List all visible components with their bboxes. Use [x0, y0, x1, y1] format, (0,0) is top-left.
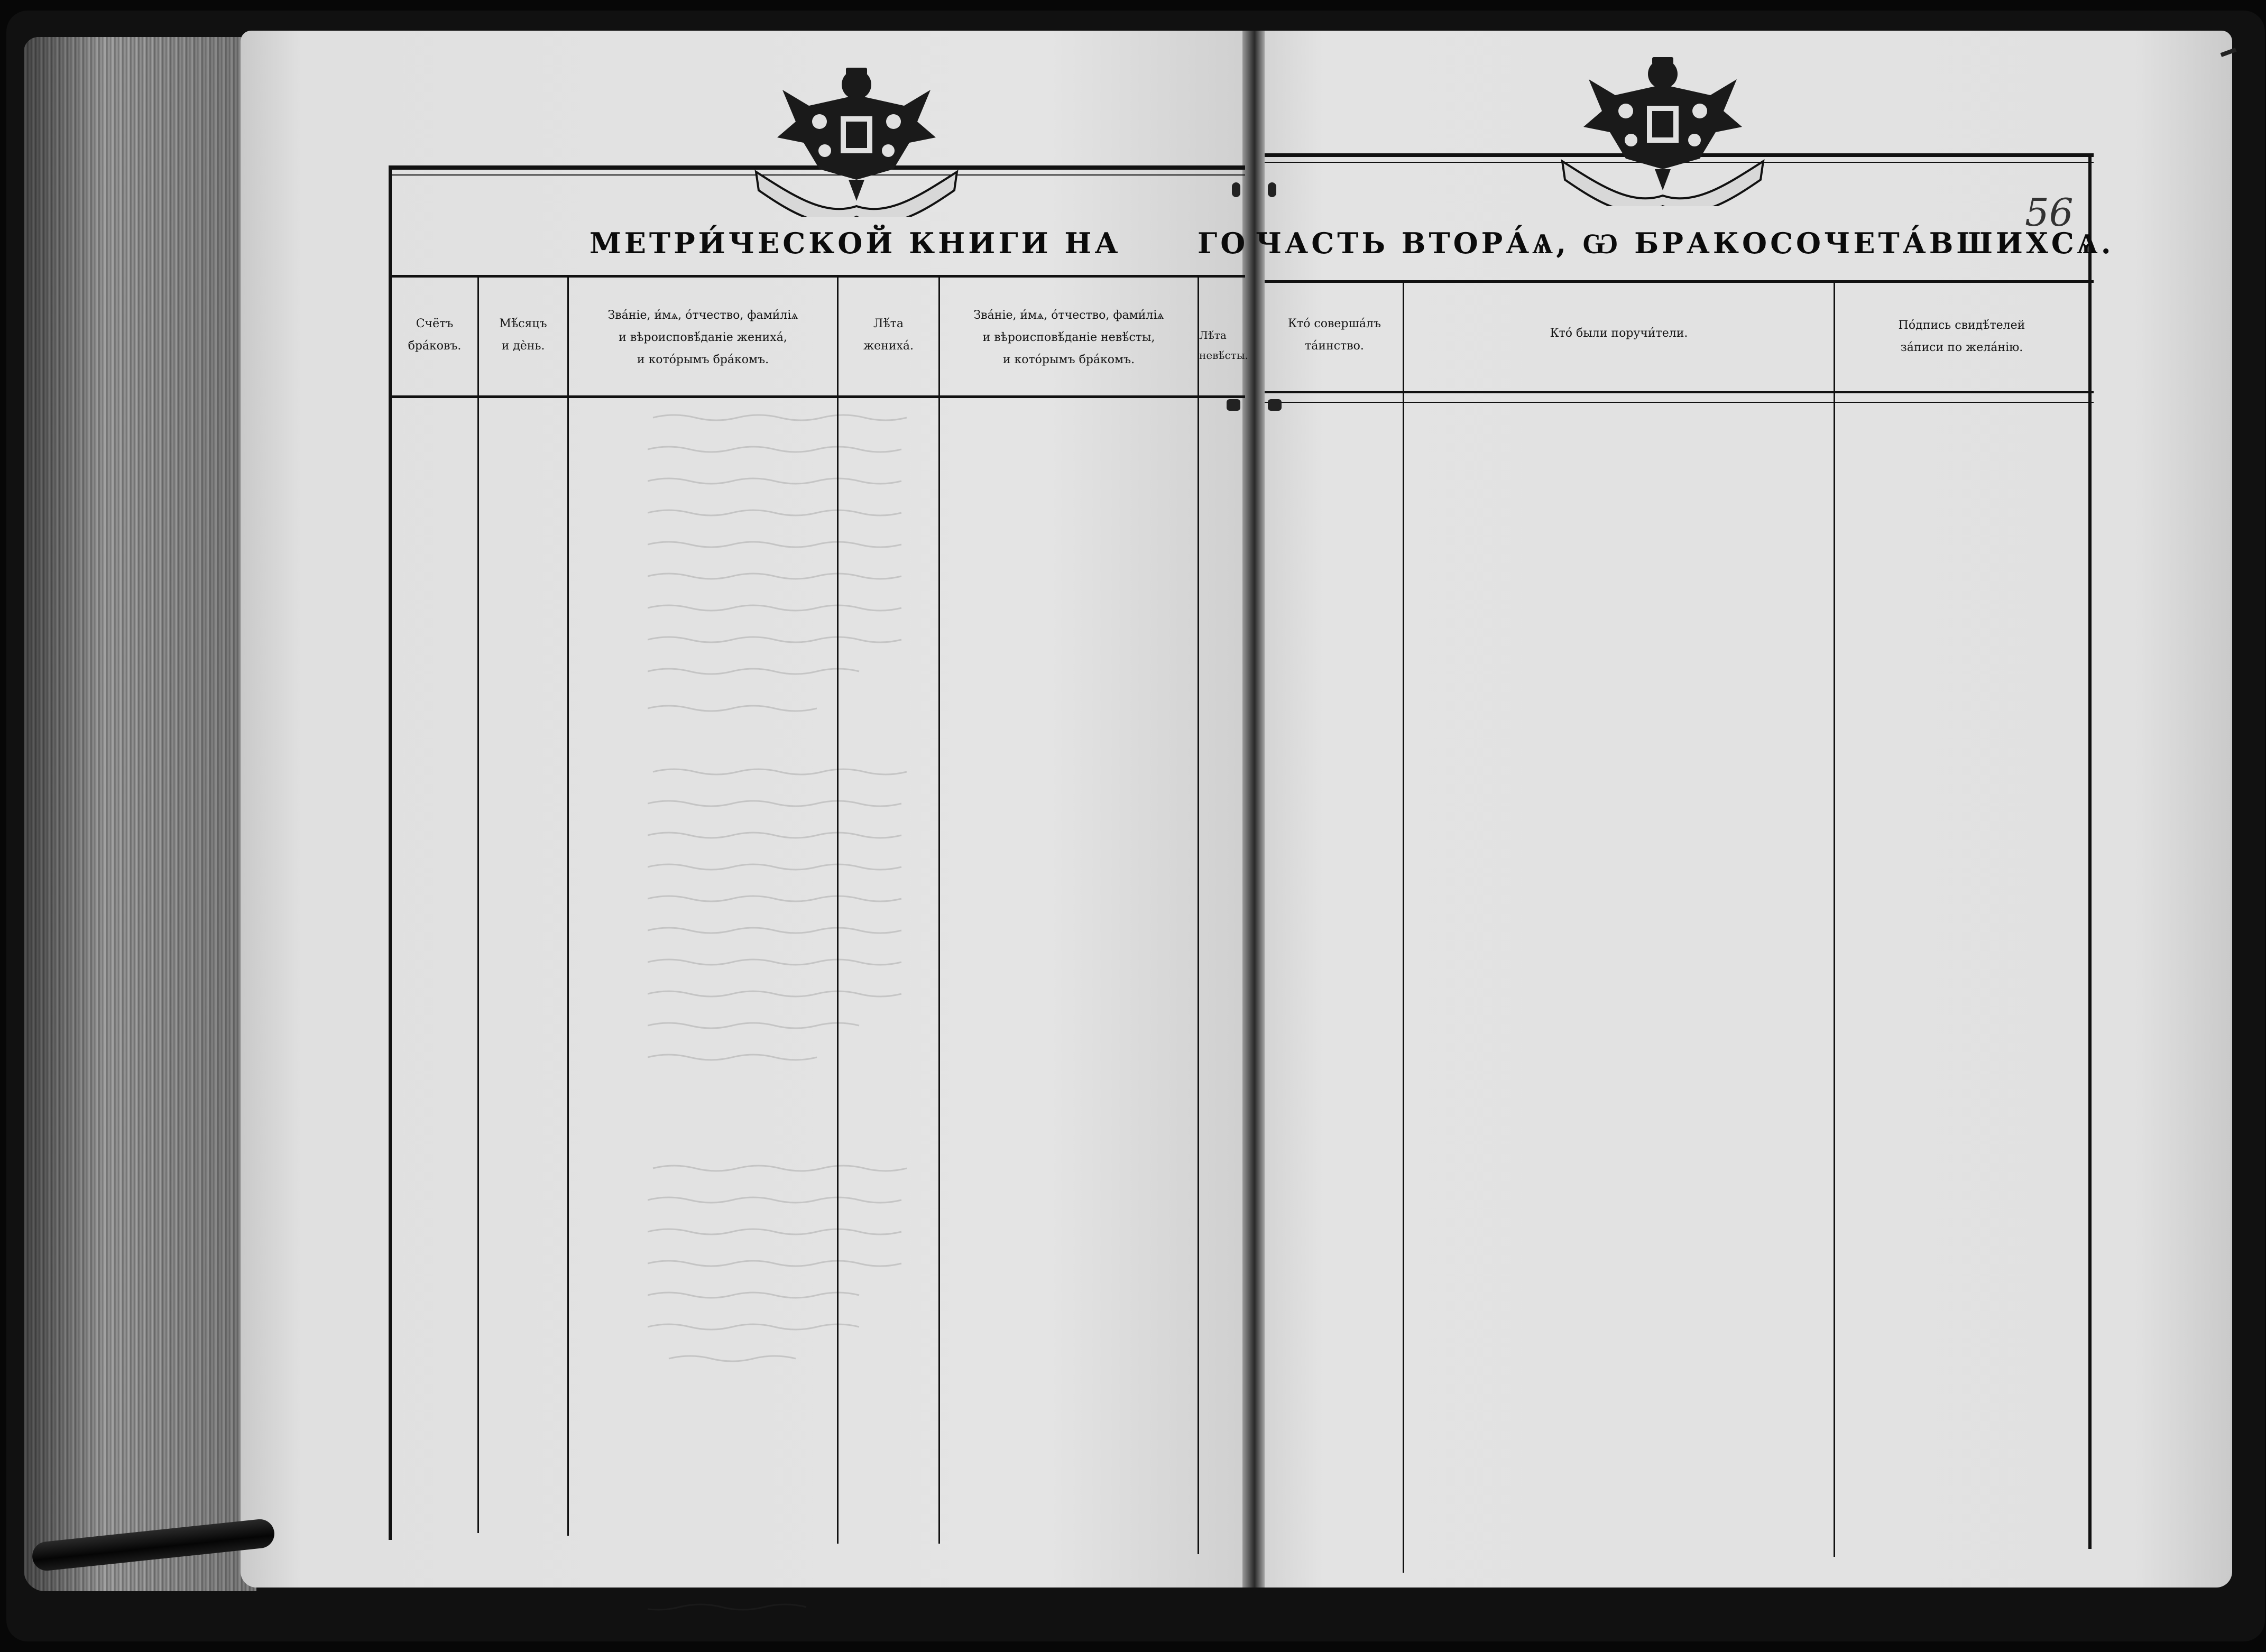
header-bride-info [940, 304, 1198, 371]
col-divider-3 [837, 275, 839, 1544]
right-header-rule-2 [1265, 402, 2094, 403]
header-line: Кто́ соверша́лъ [1287, 317, 1381, 330]
header-line: за́писи по жела́нію. [1900, 340, 2023, 354]
title-right: ЧАСТЬ ВТОРА́Ѧ, Ѡ БРАКОСОЧЕТА́ВШИХСѦ. [1256, 226, 2114, 260]
header-line: Зва́ніе, и́мѧ, о́тчество, фами́ліѧ [607, 309, 798, 322]
gutter-tick [1268, 182, 1276, 197]
gutter-tick [1227, 399, 1240, 411]
header-line: невѣ́сты. [1199, 349, 1249, 362]
header-month-day [479, 313, 567, 357]
header-line: Зва́ніе, и́мѧ, о́тчество, фами́ліѧ [973, 309, 1164, 322]
double-headed-eagle-crest-left [745, 58, 968, 217]
header-line: Лѣ́та [1199, 329, 1227, 342]
col-divider-5 [1198, 275, 1199, 1554]
title-left-tail: ГО [1198, 226, 1249, 260]
header-line: Счётъ [416, 317, 454, 330]
header-line: бра́ковъ. [408, 339, 462, 353]
page-number: 56 [2025, 190, 2074, 235]
col-divider-2 [567, 275, 569, 1536]
header-line: и кото́рымъ бра́комъ. [1002, 353, 1135, 366]
header-line: Лѣ́та [873, 317, 904, 330]
book-gutter [1242, 31, 1265, 1588]
header-line: та́инство. [1305, 339, 1364, 353]
header-bride-age [1199, 325, 1263, 365]
left-header-rule [389, 395, 1245, 398]
page-edges-shadow [24, 37, 256, 1591]
left-outer-border [389, 165, 392, 1540]
header-line: Кто́ были поручи́тели. [1550, 327, 1688, 340]
gutter-tick [1232, 182, 1240, 197]
header-line: По́дпись свидѣ́телей [1898, 319, 2025, 332]
double-headed-eagle-crest-right [1552, 48, 1774, 206]
right-outer-border [2088, 153, 2092, 1549]
header-line: и дѐнь. [501, 339, 545, 353]
header-line: и вѣроисповѣ́даніе невѣ́сты, [982, 330, 1155, 344]
col-divider-7 [1834, 283, 1835, 1557]
header-line: и кото́рымъ бра́комъ. [637, 353, 769, 366]
col-divider-1 [477, 275, 479, 1533]
left-title-rule [389, 275, 1245, 278]
header-guarantors [1404, 322, 1834, 345]
header-groom-info [569, 304, 837, 371]
header-marriage-count [392, 313, 477, 357]
header-line: и вѣроисповѣ́даніе жениха́, [619, 330, 787, 344]
header-line: жениха́. [863, 339, 914, 353]
col-divider-4 [938, 275, 940, 1544]
right-title-rule [1265, 280, 2094, 283]
header-line: Мѣ́сяцъ [499, 317, 547, 330]
bleed-through-handwriting [648, 412, 965, 1644]
header-witness-signatures [1835, 315, 2088, 359]
right-page [1265, 31, 2232, 1588]
col-divider-6 [1403, 283, 1404, 1573]
header-officiant [1266, 313, 1403, 357]
title-left: МЕТРИ́ЧЕСКОЙ КНИГИ НА [589, 226, 1121, 260]
right-header-rule [1265, 391, 2094, 393]
gutter-tick [1268, 399, 1282, 411]
header-groom-age [839, 313, 938, 357]
